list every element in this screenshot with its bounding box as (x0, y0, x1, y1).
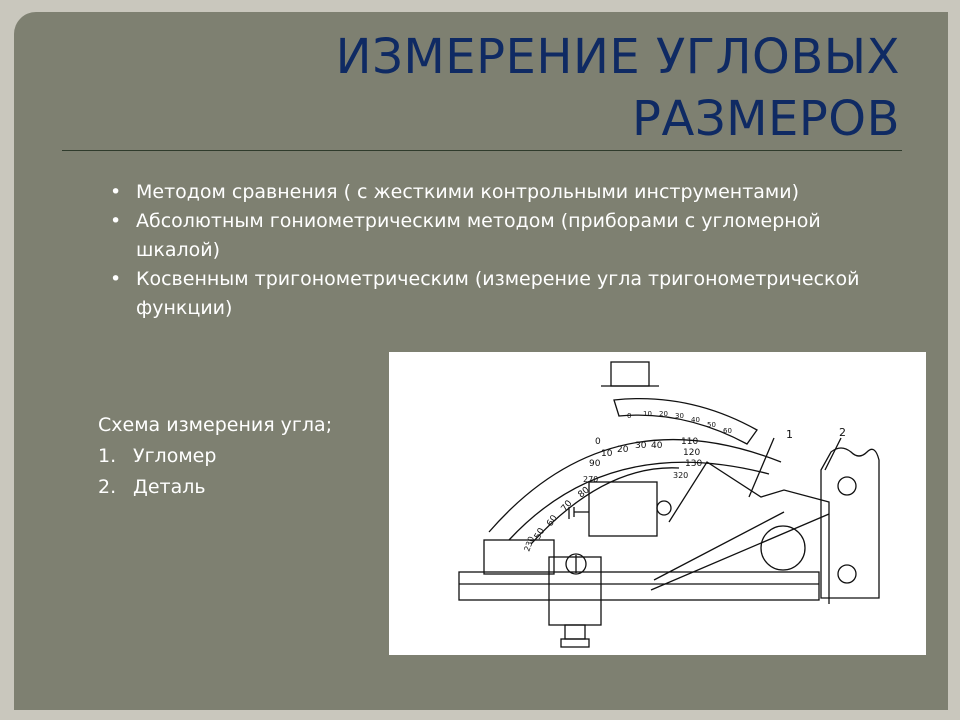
outer-scale-arc (489, 440, 781, 532)
method-text: Методом сравнения ( с жесткими контрольными инструментами) (136, 181, 800, 203)
method-item (110, 178, 910, 207)
base-ruler (459, 572, 819, 600)
scale-label: 0 (595, 437, 601, 447)
left-block (484, 540, 554, 574)
scheme-item-text: Деталь (133, 476, 206, 498)
scheme-item (98, 472, 388, 503)
scale-label: 80 (576, 485, 592, 501)
scale-label: 120 (683, 448, 701, 458)
magnifier-box (611, 362, 649, 386)
protractor-diagram (389, 352, 926, 655)
protractor-drawing (389, 352, 926, 655)
slide-title (200, 26, 900, 150)
scheme-item-number: 1. (98, 445, 117, 467)
method-item (110, 265, 910, 323)
arm-hole-icon (761, 526, 805, 570)
scheme-list (98, 441, 388, 503)
scale-label: 110 (681, 437, 699, 447)
detail-hole-icon (838, 477, 856, 495)
scale-label: 90 (589, 459, 601, 469)
bullet-marker: • (110, 181, 122, 203)
scale-label: 10 (601, 449, 613, 459)
scale-label: 20 (617, 445, 629, 455)
detail-part (821, 448, 879, 598)
scale-label: 230 (522, 535, 537, 553)
scale-label: 40 (651, 441, 663, 451)
inner-block (589, 482, 657, 536)
method-text: Абсолютным гониометрическим методом (приборами с угломерной шкалой) (136, 210, 821, 261)
method-item (110, 207, 910, 265)
slide (14, 12, 948, 710)
method-list (110, 178, 910, 323)
vernier-label: 20 (659, 410, 668, 418)
scheme-item-number: 2. (98, 476, 117, 498)
vernier-label: 10 (643, 410, 652, 418)
vernier-label: 0 (627, 412, 632, 420)
title-line-2: РАЗМЕРОВ (632, 91, 900, 147)
angle-arm (669, 462, 829, 604)
scale-label: 130 (685, 459, 703, 469)
scale-label: 50 (532, 526, 548, 542)
scale-label: 270 (583, 475, 599, 484)
scale-label: 70 (559, 498, 575, 514)
title-line-1: ИЗМЕРЕНИЕ УГЛОВЫХ (335, 29, 900, 85)
scale-label: 60 (545, 513, 561, 529)
scale-label: 30 (635, 441, 647, 451)
callout-1-label: 1 (786, 428, 793, 441)
title-divider (62, 150, 902, 151)
scheme-item (98, 441, 388, 472)
vernier-label: 30 (675, 412, 684, 420)
bullet-marker: • (110, 268, 122, 290)
scheme-item-text: Угломер (133, 445, 217, 467)
vernier-label: 50 (707, 421, 716, 429)
method-text: Косвенным тригонометрическим (измерение угла тригонометрической функции) (136, 268, 860, 319)
slider-clamp (549, 557, 601, 625)
scheme-legend (98, 410, 388, 503)
callout-2-label: 2 (839, 426, 846, 439)
bullet-marker: • (110, 210, 122, 232)
scheme-heading: Схема измерения угла; (98, 414, 333, 436)
scale-label: 320 (673, 471, 689, 480)
vernier-label: 60 (723, 427, 732, 435)
vernier-label: 40 (691, 416, 700, 424)
